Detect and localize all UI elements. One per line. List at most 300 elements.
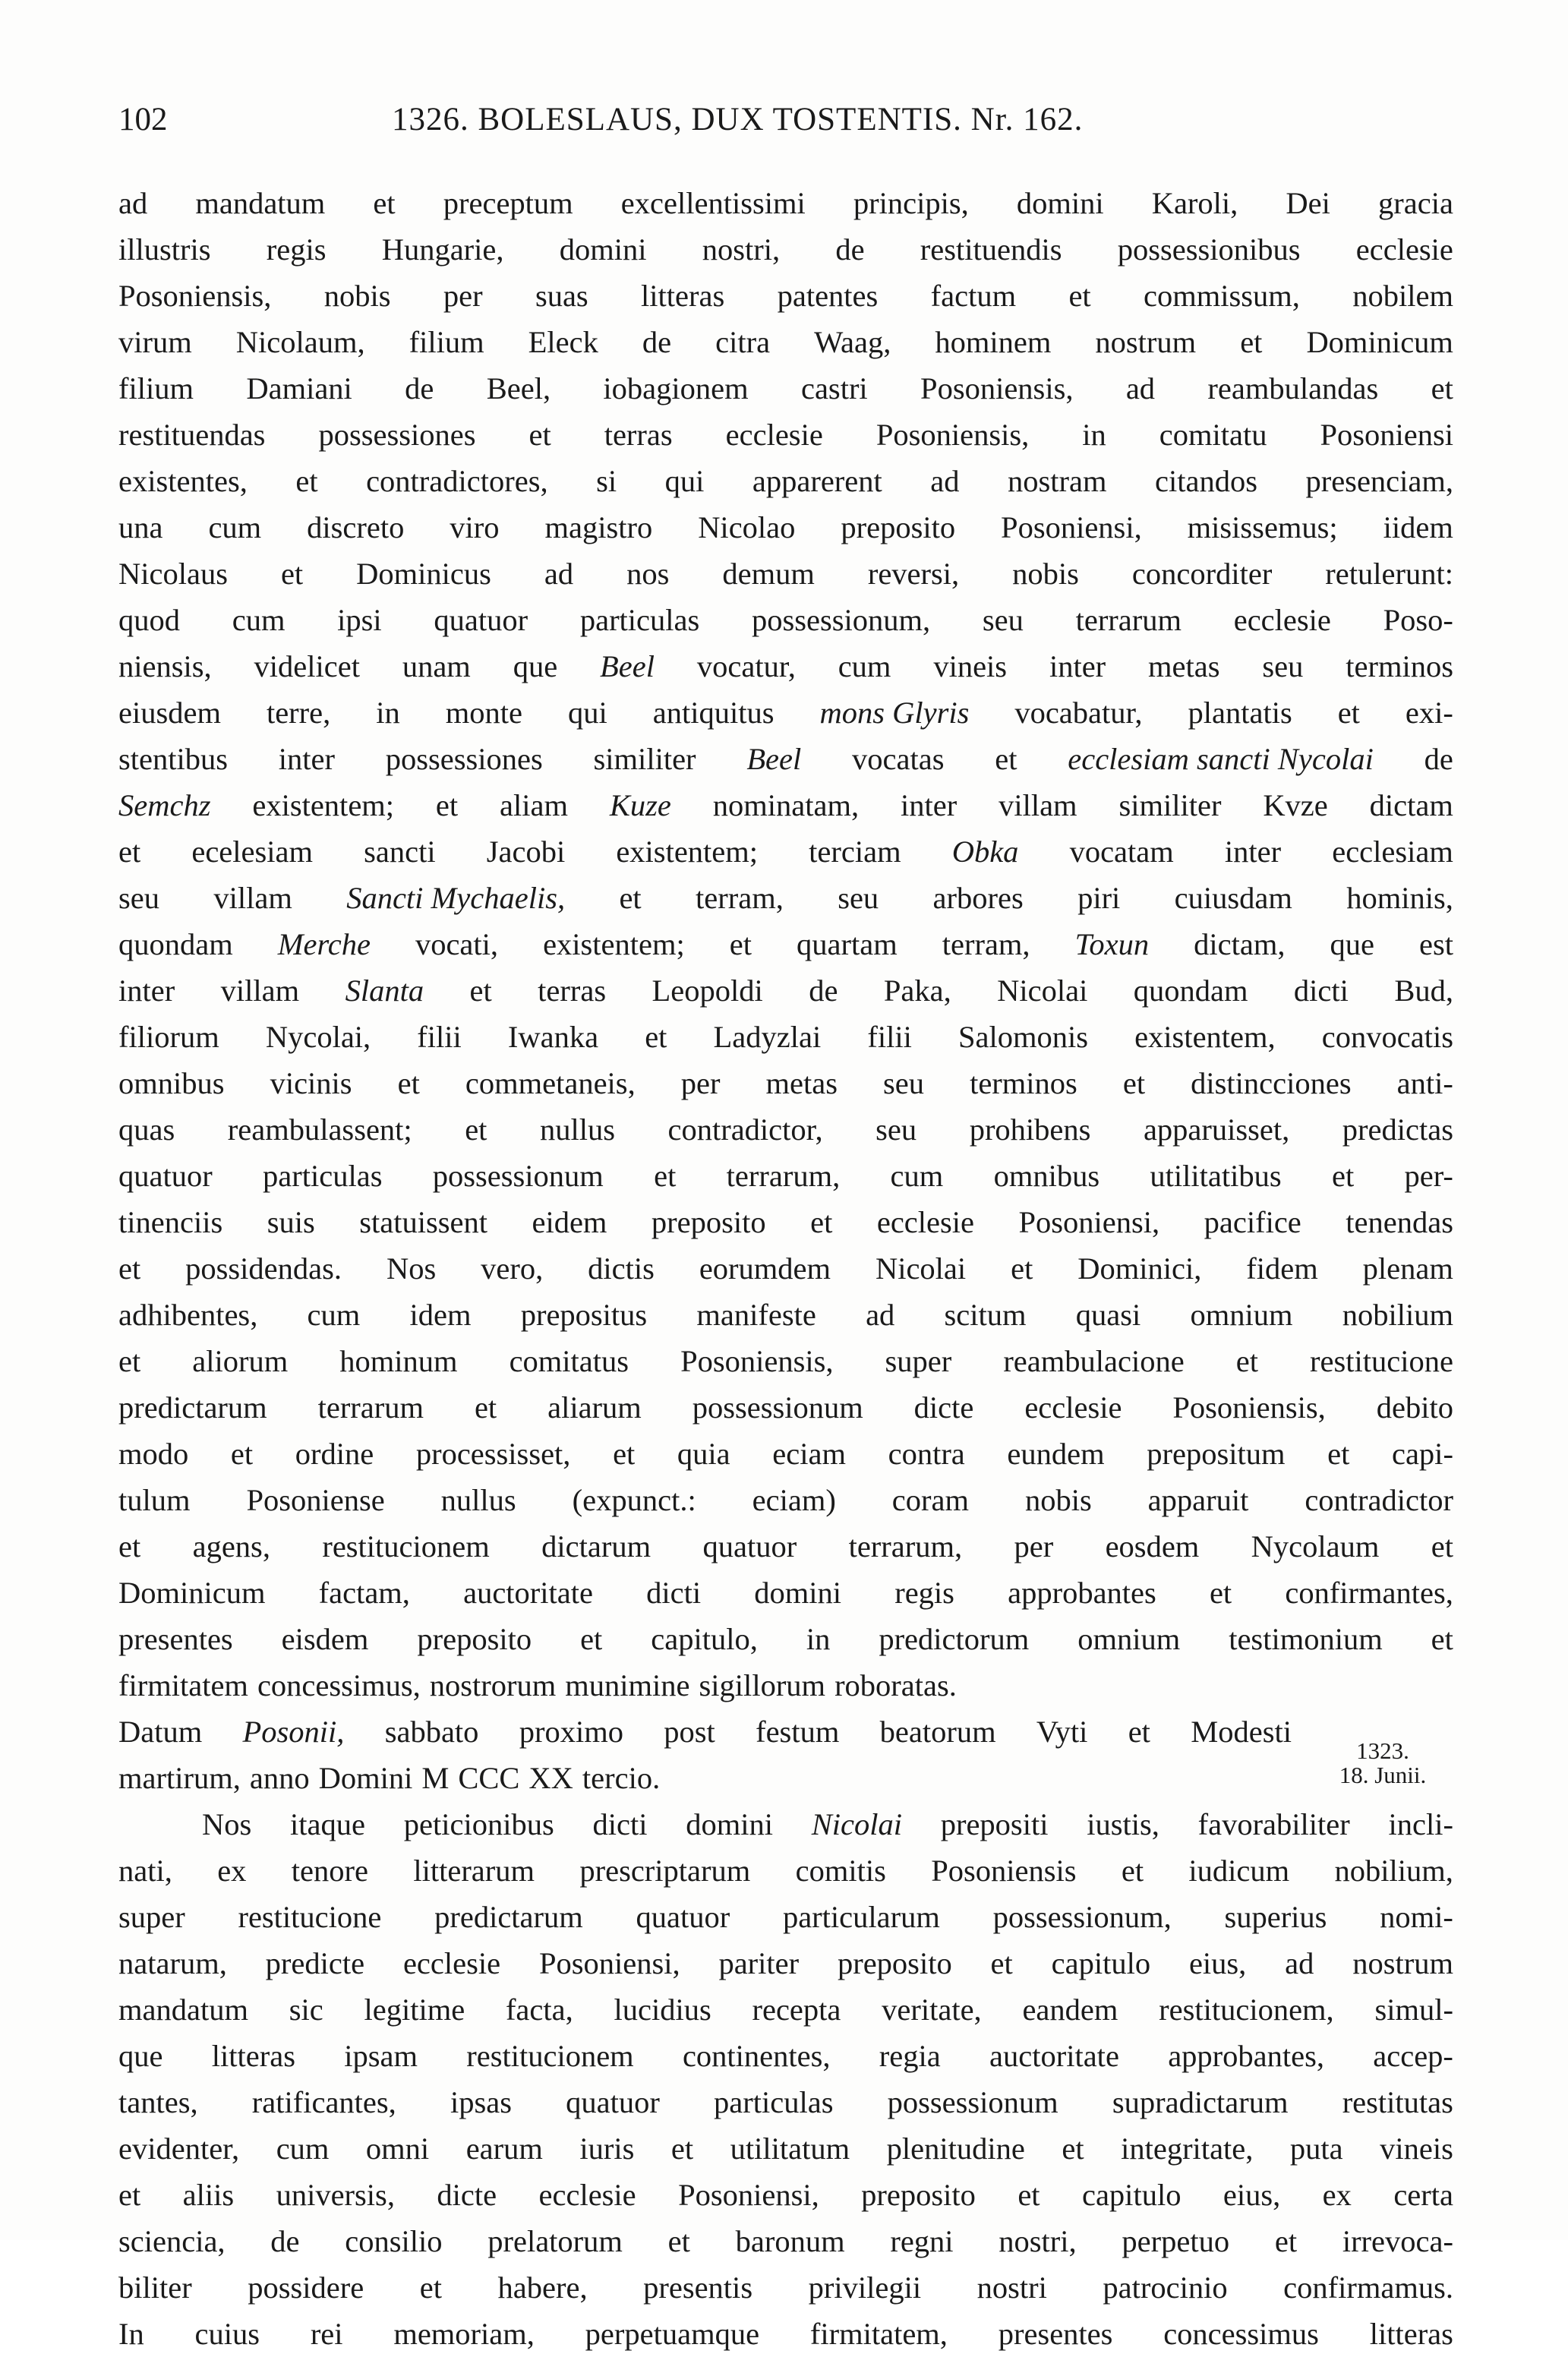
word: omnium <box>1077 1622 1181 1656</box>
word: factum <box>930 279 1017 313</box>
word: inter <box>118 973 175 1008</box>
word: Hungarie, <box>381 232 504 267</box>
word: hominis, <box>1346 881 1453 915</box>
word: retulerunt: <box>1325 557 1453 591</box>
word: nos <box>626 557 670 591</box>
text-line <box>118 1292 1453 1338</box>
word: terras <box>604 418 673 452</box>
text-line <box>118 1199 1453 1245</box>
word: Modesti <box>1191 1715 1292 1749</box>
word: et <box>1240 325 1263 359</box>
word: plenitudine <box>886 2131 1025 2166</box>
word: habere, <box>497 2270 588 2305</box>
word: terras <box>538 973 607 1008</box>
word: Nycolai, <box>265 1020 371 1054</box>
word: vero, <box>481 1251 544 1286</box>
word: Posoniensis, <box>118 279 272 313</box>
word: integritate, <box>1121 2131 1254 2166</box>
word: eius, <box>1188 1946 1247 1980</box>
margin-date-day: 18. Junii. <box>1339 1762 1427 1788</box>
word: litterarum <box>413 1854 535 1888</box>
word: piri <box>1077 881 1121 915</box>
word: ad <box>1285 1946 1314 1980</box>
page-number: 102 <box>118 102 168 137</box>
word: sancti <box>364 835 436 869</box>
word: Datum <box>118 1715 203 1749</box>
word: et <box>667 2224 690 2258</box>
text-line <box>118 2264 1453 2311</box>
word: ecelesiam <box>191 835 314 869</box>
word: Posoniensi, <box>538 1946 680 1980</box>
word: cum <box>208 510 262 544</box>
text-line <box>118 1894 1453 1940</box>
word: nobis <box>1012 557 1079 591</box>
word: inter <box>1049 649 1106 683</box>
word: quatuor <box>636 1900 730 1934</box>
word: et <box>118 1344 141 1378</box>
word: prepositi <box>940 1807 1049 1841</box>
word: presentis <box>643 2270 753 2305</box>
word: certa <box>1393 2178 1453 2212</box>
word: restitucionem <box>322 1529 490 1563</box>
word: terre, <box>266 696 331 730</box>
word: omnibus <box>993 1159 1100 1193</box>
text-line <box>118 2311 1453 2357</box>
word: statuissent <box>359 1205 487 1239</box>
word: et <box>1128 1715 1150 1749</box>
word: ipsam <box>344 2039 418 2073</box>
word: ipsi <box>337 603 382 637</box>
word: capitulo <box>1051 1946 1151 1980</box>
word: viro <box>450 510 500 544</box>
word: firmitatem <box>118 1668 248 1702</box>
word: preposito <box>417 1622 532 1656</box>
word: Nicolaum, <box>235 325 365 359</box>
word: super <box>118 1900 185 1934</box>
text-line <box>118 180 1453 226</box>
word: debito <box>1376 1390 1453 1425</box>
word: et <box>990 1946 1013 1980</box>
text-line <box>118 1384 1453 1431</box>
word: predictarum <box>118 1390 267 1425</box>
word: Waag, <box>814 325 891 359</box>
word: eisdem <box>281 1622 369 1656</box>
running-title: 1326. BOLESLAUS, DUX TOSTENTIS. Nr. 162. <box>392 102 1084 137</box>
word: restitutas <box>1342 2085 1453 2119</box>
word: preposito <box>651 1205 766 1239</box>
word: iidem <box>1383 510 1453 544</box>
text-line <box>118 504 1453 551</box>
word: proximo <box>519 1715 623 1749</box>
word: et <box>295 464 318 498</box>
text-line <box>118 458 1453 504</box>
word: filii <box>417 1020 462 1054</box>
word: quod <box>118 603 180 637</box>
word: reambulassent; <box>227 1112 412 1147</box>
word: preposito <box>861 2178 976 2212</box>
word: iudicum <box>1188 1854 1290 1888</box>
word: eius, <box>1223 2178 1281 2212</box>
text-line <box>118 226 1453 273</box>
word: restituendas <box>118 418 266 452</box>
word: filiorum <box>118 1020 219 1054</box>
word: terminos <box>970 1066 1077 1100</box>
word: mons Glyris <box>819 696 970 730</box>
word: peticionibus <box>403 1807 554 1841</box>
text-line <box>118 1801 1453 1847</box>
word: Kuze <box>609 788 671 822</box>
word: existentem; <box>543 927 685 961</box>
word: omnium <box>1190 1298 1293 1332</box>
word: Slanta <box>345 973 424 1008</box>
word: modo <box>118 1437 189 1471</box>
word: existentem, <box>1134 1020 1276 1054</box>
word: et <box>373 186 396 220</box>
word: Nos <box>386 1251 437 1286</box>
word: contradictores, <box>366 464 548 498</box>
word: auctoritate <box>989 2039 1119 2073</box>
word: ecclesie <box>725 418 823 452</box>
word: niensis, <box>118 649 212 683</box>
word: Posoniense <box>246 1483 385 1517</box>
word: et <box>810 1205 833 1239</box>
dated-line <box>118 1755 1453 1801</box>
word: nostram <box>1008 464 1107 498</box>
paragraph-confirmation <box>118 1801 1453 2357</box>
word: ipsas <box>450 2085 512 2119</box>
word: et <box>670 2131 694 2166</box>
word: Obka <box>951 835 1019 869</box>
word: et <box>995 742 1017 776</box>
word: eorumdem <box>699 1251 831 1286</box>
word: restitucione <box>238 1900 382 1934</box>
word: concessimus <box>1163 2317 1319 2351</box>
word: iustis, <box>1087 1807 1159 1841</box>
word: M <box>421 1761 450 1795</box>
word: sigillorum <box>699 1668 826 1702</box>
word: capitulo <box>1081 2178 1182 2212</box>
word: incli- <box>1388 1807 1453 1841</box>
word: predictorum <box>879 1622 1030 1656</box>
word: particulas <box>579 603 700 637</box>
word: rei <box>310 2317 343 2351</box>
word: possessionum, <box>752 603 931 637</box>
word: apparerent <box>752 464 882 498</box>
word: sabbato <box>384 1715 479 1749</box>
word: contra <box>888 1437 965 1471</box>
word: cuius <box>194 2317 260 2351</box>
word: Leopoldi <box>651 973 763 1008</box>
word: iobagionem <box>603 371 749 405</box>
word: idem <box>409 1298 472 1332</box>
word: restitucionem, <box>1159 1993 1334 2027</box>
word: perpetuo <box>1122 2224 1230 2258</box>
dating-clause <box>118 1709 1453 1801</box>
word: et <box>1121 1854 1144 1888</box>
word: possessionum <box>887 2085 1058 2119</box>
word: demum <box>722 557 815 591</box>
word: que <box>1330 927 1374 961</box>
text-line <box>118 319 1453 365</box>
paragraph-charter-text <box>118 180 1453 1709</box>
word: una <box>118 510 163 544</box>
word: nostri <box>976 2270 1047 2305</box>
word: quia <box>677 1437 730 1471</box>
word: comitis <box>795 1854 886 1888</box>
word: regni <box>890 2224 954 2258</box>
dated-line-text <box>118 1709 1292 1755</box>
word: In <box>118 2317 144 2351</box>
word: ad <box>544 557 574 591</box>
word: monte <box>445 696 522 730</box>
word: Posonii, <box>242 1715 345 1749</box>
word: existentes, <box>118 464 248 498</box>
word: terram, <box>942 927 1030 961</box>
text-line <box>118 597 1453 643</box>
word: aliam <box>500 788 568 822</box>
word: Posoniensi, <box>1018 1205 1160 1239</box>
word: factam, <box>318 1576 410 1610</box>
word: Kvze <box>1263 788 1328 822</box>
text-line <box>118 782 1453 828</box>
word: patentes <box>777 279 879 313</box>
word: nostrum <box>1095 325 1197 359</box>
word: nobis <box>1024 1483 1092 1517</box>
word: domini <box>754 1576 842 1610</box>
word: possessionibus <box>1117 232 1301 267</box>
word: Nicolao <box>698 510 796 544</box>
word: Nos <box>202 1807 252 1841</box>
word: nati, <box>118 1854 172 1888</box>
word: vineis <box>1380 2131 1453 2166</box>
word: ex <box>1322 2178 1352 2212</box>
word: cum <box>890 1159 944 1193</box>
word: nobis <box>323 279 391 313</box>
word: et <box>1122 1066 1146 1100</box>
word: nostrum <box>1352 1946 1453 1980</box>
text-line <box>118 1014 1453 1060</box>
word: ecclesie <box>876 1205 975 1239</box>
word: preposito <box>837 1946 952 1980</box>
word: fidem <box>1246 1251 1318 1286</box>
word: vocatur, <box>696 649 796 683</box>
word: mandatum <box>118 1993 248 2027</box>
word: firmitatem, <box>809 2317 948 2351</box>
body-text <box>118 180 1453 2357</box>
word: discreto <box>307 510 405 544</box>
word: de <box>809 973 838 1008</box>
word: pacifice <box>1204 1205 1301 1239</box>
word: terrarum, <box>848 1529 963 1563</box>
margin-date-year: 1323. <box>1356 1737 1409 1764</box>
word: de <box>1424 742 1453 776</box>
word: aliis <box>182 2178 235 2212</box>
word: ex <box>217 1854 247 1888</box>
word: sciencia, <box>118 2224 226 2258</box>
word: prepositus <box>520 1298 648 1332</box>
word: memoriam, <box>393 2317 535 2351</box>
word: dicti <box>646 1576 702 1610</box>
word: apparuisset, <box>1143 1112 1290 1147</box>
word: Merche <box>277 927 371 961</box>
word: nobilem <box>1352 279 1453 313</box>
word: est <box>1419 927 1453 961</box>
word: terrarum <box>317 1390 424 1425</box>
word: nullus <box>539 1112 615 1147</box>
word: particulas <box>714 2085 834 2119</box>
text-line <box>118 1431 1453 1477</box>
word: seu <box>118 881 159 915</box>
text-line <box>118 2218 1453 2264</box>
word: Jacobi <box>486 835 566 869</box>
word: vocatas <box>852 742 945 776</box>
word: eundem <box>1007 1437 1105 1471</box>
text-line <box>118 1847 1453 1894</box>
word: eandem <box>1022 1993 1118 2027</box>
word: Nycolaum <box>1251 1529 1380 1563</box>
word: stentibus <box>118 742 229 776</box>
word: nullus <box>440 1483 516 1517</box>
word: ratificantes, <box>251 2085 396 2119</box>
word: Nicolai <box>997 973 1088 1008</box>
word: Posoniensi, <box>678 2178 819 2212</box>
word: eciam) <box>752 1483 836 1517</box>
word: et <box>419 2270 442 2305</box>
word: Posoniensi <box>1320 418 1453 452</box>
text-line <box>118 736 1453 782</box>
word: itaque <box>290 1807 365 1841</box>
word: et <box>1327 1437 1350 1471</box>
word: domini <box>559 232 647 267</box>
word: nobilium, <box>1334 1854 1453 1888</box>
word: possessiones <box>318 418 476 452</box>
word: superius <box>1224 1900 1327 1934</box>
word: reversi, <box>867 557 960 591</box>
word: nominatam, <box>712 788 860 822</box>
word: CCC <box>458 1761 520 1795</box>
word: in <box>376 696 400 730</box>
word: ecclesie <box>402 1946 501 1980</box>
word: in <box>806 1622 831 1656</box>
word: possidendas. <box>185 1251 342 1286</box>
word: eidem <box>532 1205 607 1239</box>
word: baronum <box>735 2224 845 2258</box>
word: terciam <box>809 835 901 869</box>
word: vocati, <box>415 927 499 961</box>
word: comitatu <box>1159 418 1267 452</box>
word: suis <box>267 1205 315 1239</box>
word: dictam <box>1369 788 1453 822</box>
word: de <box>642 325 672 359</box>
word: et <box>528 418 551 452</box>
word: munimine <box>565 1668 690 1702</box>
text-line <box>118 2125 1453 2172</box>
word: misissemus; <box>1187 510 1338 544</box>
word: de <box>270 2224 300 2258</box>
word: predictarum <box>434 1900 583 1934</box>
word: regis <box>894 1576 954 1610</box>
word: tercio. <box>582 1761 661 1795</box>
word: eciam <box>772 1437 846 1471</box>
word: facta, <box>505 1993 573 2027</box>
word: capi- <box>1391 1437 1453 1471</box>
text-line <box>118 875 1453 921</box>
word: evidenter, <box>118 2131 240 2166</box>
word: nobilium <box>1342 1298 1453 1332</box>
word: tenore <box>291 1854 368 1888</box>
word: qui <box>567 696 607 730</box>
word: gracia <box>1378 186 1453 220</box>
text-line <box>118 643 1453 689</box>
word: et <box>1274 2224 1298 2258</box>
word: per <box>1014 1529 1054 1563</box>
word: suas <box>535 279 588 313</box>
word: et <box>465 1112 487 1147</box>
word: agens, <box>192 1529 270 1563</box>
word: confirmamus. <box>1283 2270 1453 2305</box>
word: de <box>405 371 434 405</box>
word: Nicolaus <box>118 557 228 591</box>
word: commetaneis, <box>465 1066 636 1100</box>
word: hominum <box>339 1344 458 1378</box>
word: et <box>1331 1159 1355 1193</box>
word: cuiusdam <box>1174 881 1292 915</box>
word: Vyti <box>1036 1715 1088 1749</box>
word: litteras <box>641 279 725 313</box>
word: Nicolai <box>875 1251 967 1286</box>
text-line <box>118 1245 1453 1292</box>
word: et <box>474 1390 497 1425</box>
word: et <box>645 1020 667 1054</box>
word: ecclesie <box>1024 1390 1122 1425</box>
text-line <box>118 921 1453 967</box>
word: mandatum <box>195 186 326 220</box>
word: inter <box>900 788 958 822</box>
word: et <box>1068 279 1091 313</box>
word: prescriptarum <box>579 1854 751 1888</box>
word: existentem; <box>252 788 395 822</box>
word: per <box>680 1066 721 1100</box>
word: filii <box>867 1020 912 1054</box>
word: inter <box>278 742 335 776</box>
word: domini <box>1016 186 1104 220</box>
word: ecclesiam sancti Nycolai <box>1068 742 1374 776</box>
word: plenam <box>1362 1251 1453 1286</box>
word: arbores <box>932 881 1024 915</box>
word: ecclesiam <box>1332 835 1453 869</box>
word: et <box>230 1437 254 1471</box>
word: citandos <box>1155 464 1257 498</box>
word: cum <box>232 603 286 637</box>
word: iuris <box>579 2131 635 2166</box>
word: Semchz <box>118 788 211 822</box>
word: similiter <box>1118 788 1222 822</box>
word: veritate, <box>882 1993 982 2027</box>
word: convocatis <box>1321 1020 1453 1054</box>
word: filium <box>409 325 484 359</box>
word: villam <box>999 788 1077 822</box>
word: quatuor <box>434 603 528 637</box>
word: anti- <box>1396 1066 1453 1100</box>
word: dictarum <box>541 1529 651 1563</box>
word: videlicet <box>254 649 360 683</box>
word: eosdem <box>1105 1529 1200 1563</box>
word: qui <box>664 464 705 498</box>
word: seu <box>1262 649 1304 683</box>
word: Salomonis <box>958 1020 1088 1054</box>
word: sic <box>289 1993 323 2027</box>
text-line <box>118 2172 1453 2218</box>
